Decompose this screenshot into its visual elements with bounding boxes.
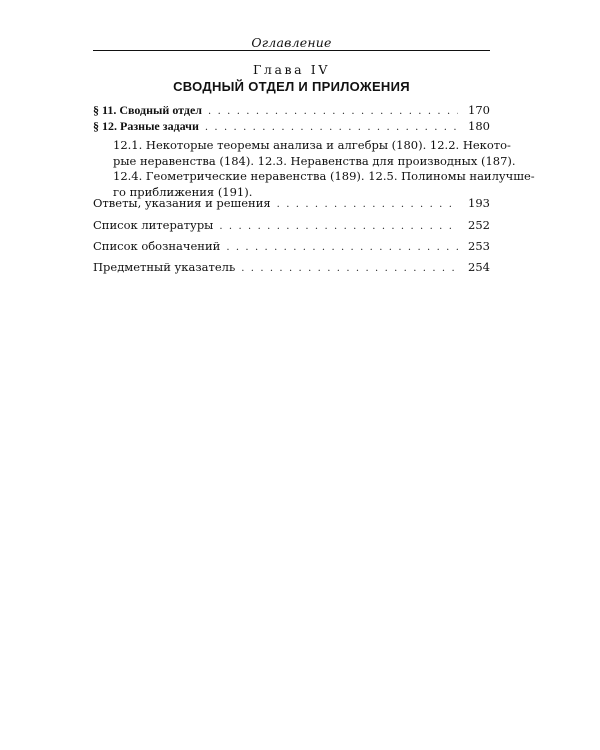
toc-page-number: 253 [468,239,490,253]
toc-page-number: 170 [468,103,490,117]
subsections-line: 12.4. Геометрические неравенства (189). 12.5. Полиномы наилучше- [113,169,535,184]
toc-leader-dots [277,199,458,210]
toc-entry-notation[interactable] [93,239,490,255]
toc-page-number: 193 [468,196,490,210]
toc-leader-dots [219,221,458,232]
chapter-label: Глава IV [253,62,330,77]
chapter-title: СВОДНЫЙ ОТДЕЛ И ПРИЛОЖЕНИЯ [173,79,410,94]
toc-page-number: 180 [468,119,490,133]
toc-entry-label: § 11. Сводный отдел [93,103,203,117]
toc-entry-label: § 12. Разные задачи [93,119,199,133]
toc-entry-index[interactable] [93,260,490,276]
subsections-line: го приближения (191). [113,184,253,199]
toc-entry-label: Список обозначений [93,239,221,253]
toc-entry-bibliography[interactable] [93,218,490,234]
toc-entry-answers[interactable] [93,196,490,212]
toc-page-number: 252 [468,218,490,232]
toc-entry-label: Предметный указатель [93,260,236,274]
toc-page-number: 254 [468,260,490,274]
toc-entry-label: Ответы, указания и решения [93,196,271,210]
toc-leader-dots [208,106,458,117]
subsections-line: 12.1. Некоторые теоремы анализа и алгебры (180). 12.2. Некото- [113,138,511,152]
subsections-list [113,138,535,200]
toc-leader-dots [241,263,458,274]
toc-leader-dots [205,122,458,133]
toc-entry-label: Список литературы [93,218,214,232]
toc-leader-dots [226,242,458,253]
toc-entry-section-11[interactable] [93,103,490,119]
running-head: Оглавление [251,35,332,50]
header-rule [93,50,490,51]
toc-entry-section-12[interactable] [93,119,490,135]
subsections-line: рые неравенства (184). 12.3. Неравенства для производных (187). [113,153,516,168]
